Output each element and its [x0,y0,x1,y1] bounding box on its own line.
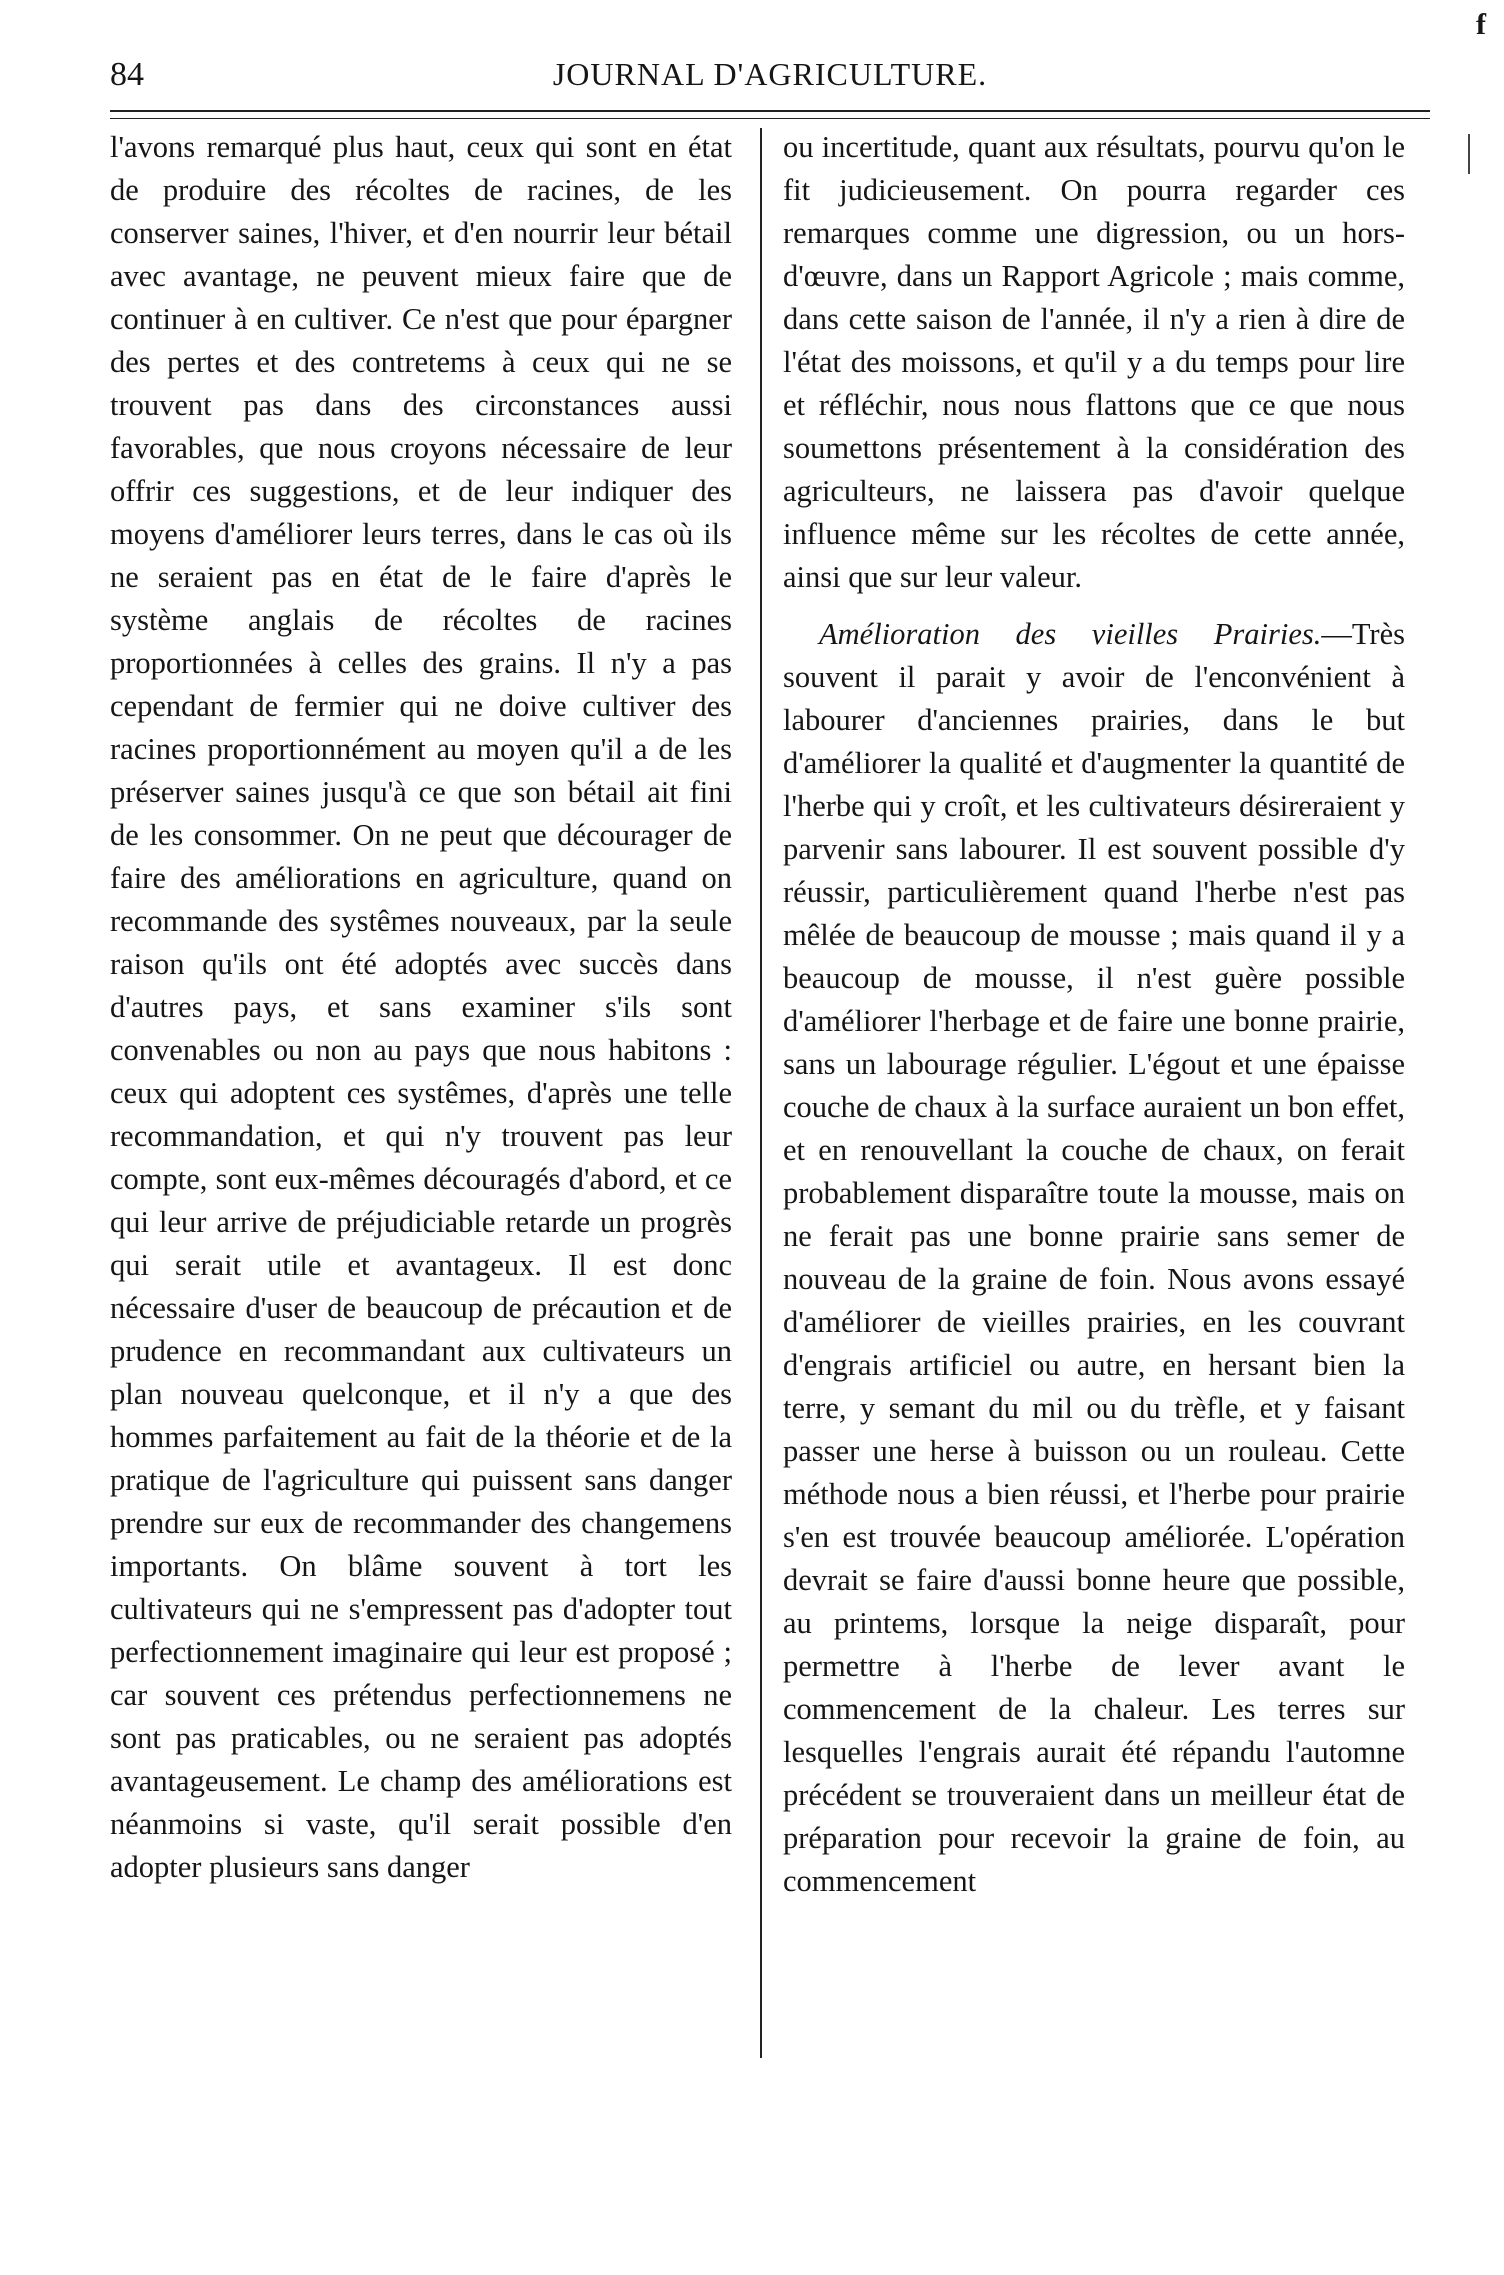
right-column-paragraph-2 [783,613,1405,1903]
page-number: 84 [110,56,144,93]
header-rule-thick [110,110,1430,112]
left-column-paragraph: l'avons remarqué plus haut, ceux qui sont en état de produire des récoltes de racines, de les conserver saines, l'hiver, et d'en nourrir leur bétail avec avantage, ne peuvent mieux faire que de continuer à en cultiver. Ce n'est que pour épargner des pertes et des contretems à ceux qui ne se trouvent pas dans des circonstances aussi favorables, que nous croyons nécessaire de leur offrir ces suggestions, et de leur indiquer des moyens d'améliorer leurs terres, dans le cas où ils ne seraient pas en état de le faire d'après le système anglais de récoltes de racines proportionnées à celles des grains. Il n'y a pas cependant de fermier qui ne doive cultiver des racines proportionnément au moyen qu'il a de les préserver saines jusqu'à ce que son bétail ait fini de les consommer. On ne peut que décourager de faire des améliorations en agriculture, quand on recommande des systêmes nouveaux, par la seule raison qu'ils ont été adoptés avec succès dans d'autres pays, et sans examiner s'ils sont convenables ou non au pays que nous habitons : ceux qui adoptent ces systêmes, d'après une telle recommandation, et qui n'y trouvent pas leur compte, sont eux-mêmes découragés d'abord, et ce qui leur arrive de préjudiciable retarde un progrès qui serait utile et avantageux. Il est donc nécessaire d'user de beaucoup de précaution et de prudence en recommandant aux cultivateurs un plan nouveau quelconque, et il n'y a que des hommes parfaitement au fait de la théorie et de la pratique de l'agriculture qui puissent sans danger prendre sur eux de recommander des changemens importants. On blâme souvent à tort les cultivateurs qui ne s'empressent pas d'adopter tout perfectionnement imaginaire qui leur est proposé ; car souvent ces prétendus perfectionnemens ne sont pas praticables, ou ne seraient pas adoptés avantageusement. Le champ des améliorations est néanmoins si vaste, qu'il serait possible d'en adopter plusieurs sans danger [110,130,732,1884]
header-rule-thin [110,118,1430,119]
margin-mark: f [1476,8,1486,41]
edge-mark [1468,134,1470,174]
column-divider [760,128,762,2058]
right-column-paragraph-1: ou incertitude, quant aux résultats, pourvu qu'on le fit judicieusement. On pourra regarder ces remarques comme une digression, ou un hors-d'œuvre, dans un Rapport Agricole ; mais comme, dans cette saison de l'année, il n'y a rien à dire de l'état des moissons, et qu'il y a du temps pour lire et réfléchir, nous nous flattons que ce que nous soumettons présentement à la considération des agriculteurs, ne laissera pas d'avoir quelque influence même sur les récoltes de cette année, ainsi que sur leur valeur. [783,130,1405,594]
right-column [783,126,1405,1903]
page-header [110,56,1430,106]
section-body: —Très souvent il parait y avoir de l'enconvénient à labourer d'anciennes prairies, dans le but d'améliorer la qualité et d'augmenter la quantité de l'herbe qui y croît, et les cultivateurs désireraient y parvenir sans labourer. Il est souvent possible d'y réussir, particulièrement quand l'herbe n'est pas mêlée de beaucoup de mousse ; mais quand il y a beaucoup de mousse, il n'est guère possible d'améliorer l'herbage et de faire une bonne prairie, sans un labourage régulier. L'égout et une épaisse couche de chaux à la surface auraient un bon effet, et en renouvellant la couche de chaux, on ferait probablement disparaître toute la mousse, mais on ne ferait pas une bonne prairie sans semer de nouveau de la graine de foin. Nous avons essayé d'améliorer de vieilles prairies, en les couvrant d'engrais artificiel ou autre, en hersant bien la terre, y semant du mil ou du trèfle, et y faisant passer une herse à buisson ou un rouleau. Cette méthode nous a bien réussi, et l'herbe pour prairie s'en est trouvée beaucoup améliorée. L'opération devrait se faire d'aussi bonne heure que possible, au printems, lorsque la neige disparaît, pour permettre à l'herbe de lever avant le commencement de la chaleur. Les terres sur lesquelles l'engrais aurait été répandu l'automne précédent se trouveraient dans un meilleur état de préparation pour recevoir la graine de foin, au commencement [783,617,1405,1898]
running-title: JOURNAL D'AGRICULTURE. [552,56,988,92]
left-column [110,126,732,1889]
section-title: Amélioration des vieilles Prairies. [819,617,1322,651]
